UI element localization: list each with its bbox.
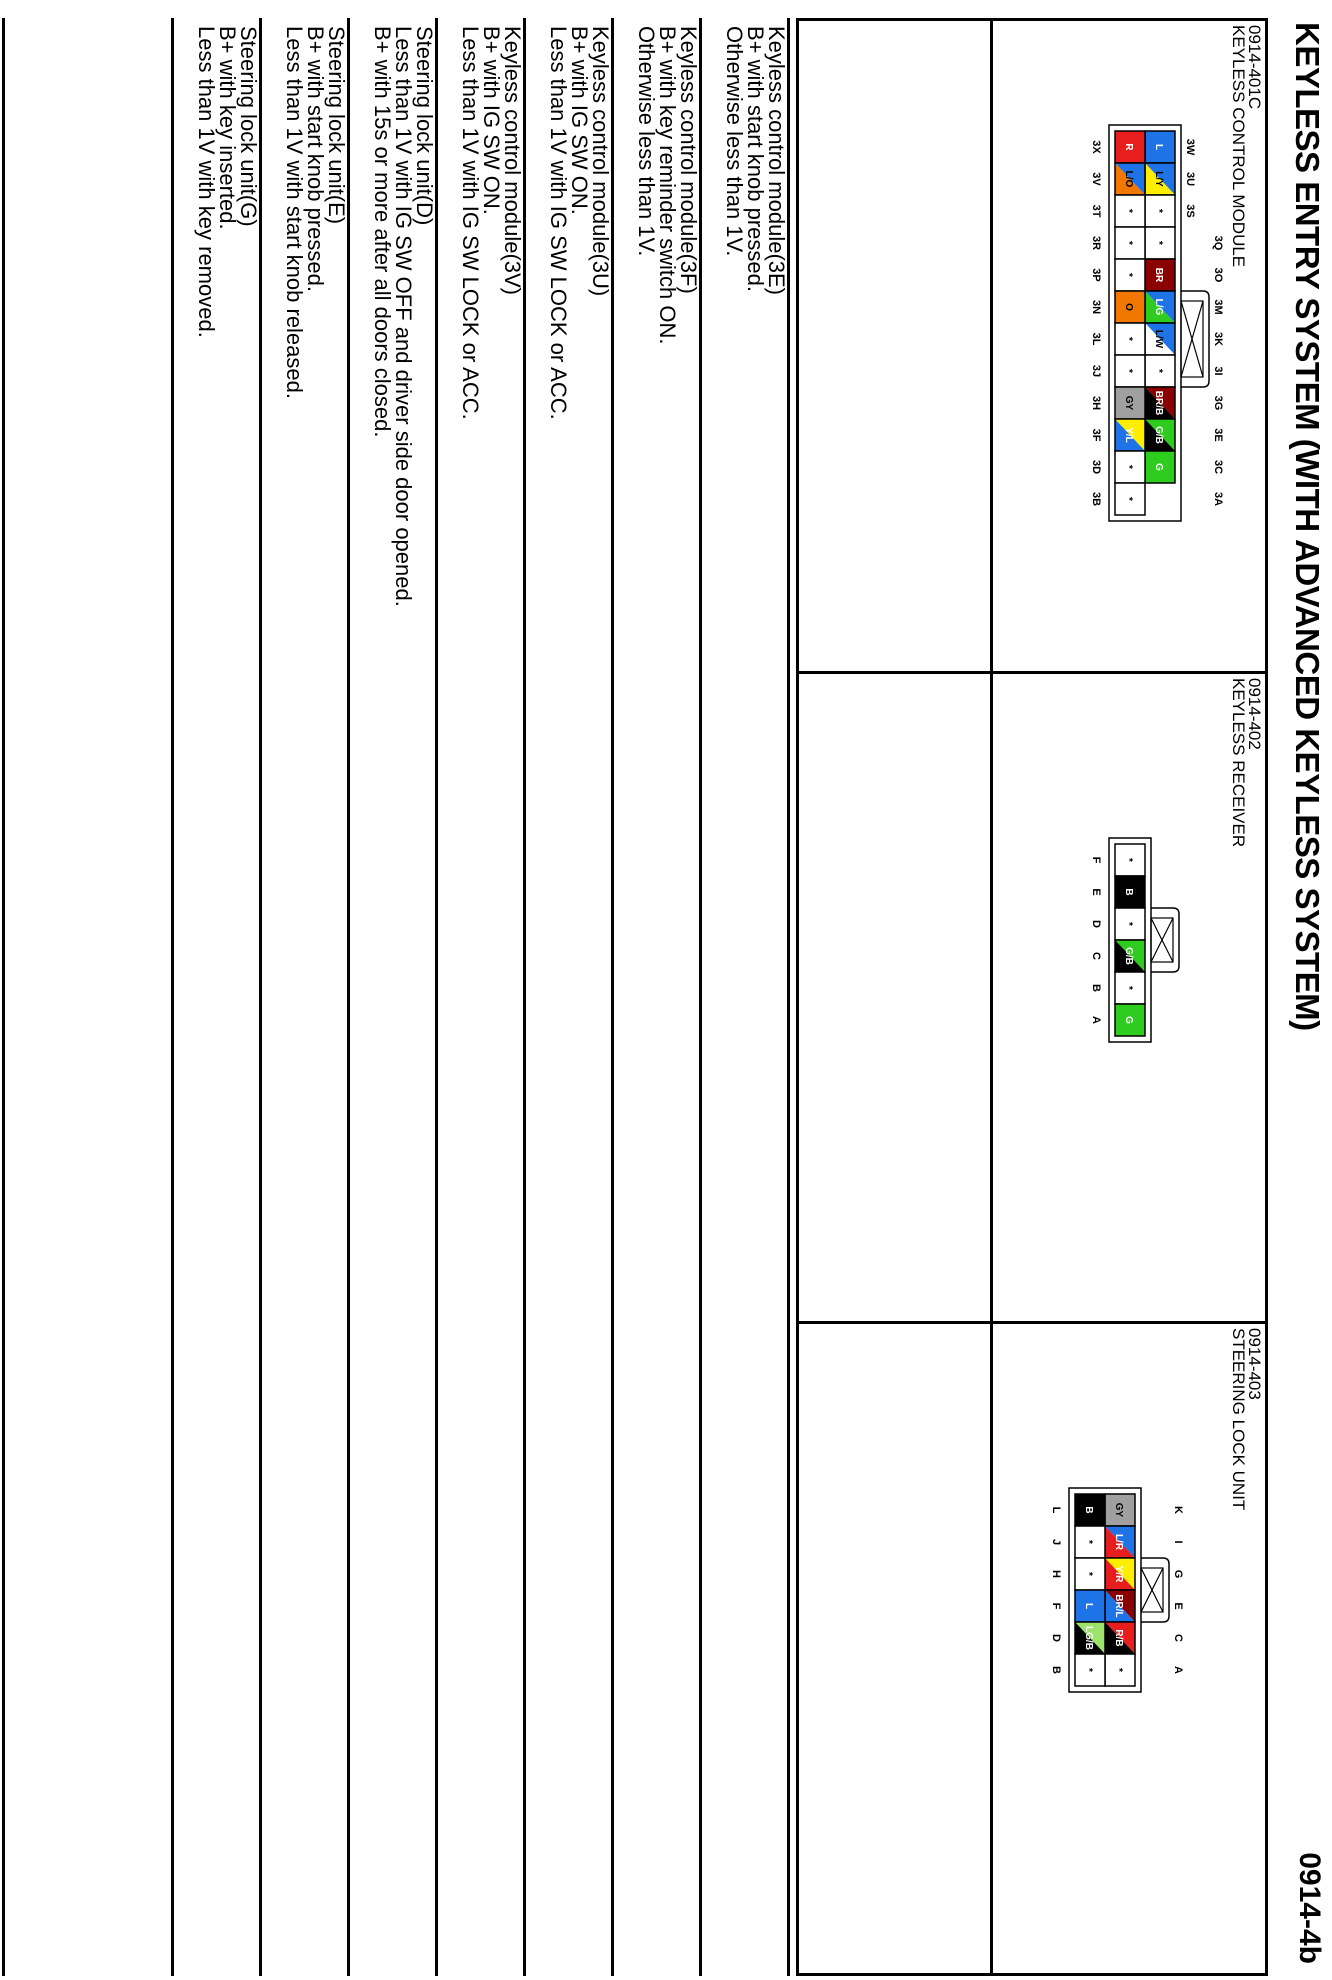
connector-pin: [1115, 323, 1145, 355]
connector-pin: [1115, 483, 1145, 515]
connector-pin: [1105, 1590, 1135, 1622]
note-line: B+ with start knob pressed.: [743, 26, 768, 292]
connector-pin: [1115, 908, 1145, 940]
connector-diagram-steering-lock-unit: [1005, 1474, 1205, 1734]
connector-pin: [1115, 387, 1145, 419]
pin-color-code: *: [1123, 369, 1134, 373]
pin-number-label: K: [1172, 1506, 1184, 1514]
connector-pin: [1145, 195, 1175, 227]
pin-color-code: *: [1113, 1668, 1124, 1672]
connector-pin: [1145, 291, 1175, 323]
note-line: B+ with 15s or more after all doors closed.: [370, 26, 395, 438]
connector-id: 0914-403: [1245, 1328, 1264, 1400]
pin-number-label: A: [1090, 1016, 1102, 1024]
connector-pin: [1115, 355, 1145, 387]
note-line: Less than 1V with key removed.: [194, 26, 219, 338]
pin-number-label: C: [1172, 1634, 1184, 1642]
pin-color-code: *: [1153, 209, 1164, 213]
note-line: B+ with key reminder switch ON.: [655, 26, 680, 345]
pin-color-code: *: [1123, 986, 1134, 990]
connector-pin: [1115, 259, 1145, 291]
connector-pin: [1105, 1654, 1135, 1686]
note-title: Keyless control module(3F): [676, 26, 701, 294]
connector-pin: [1075, 1654, 1105, 1686]
pin-color-code: Y/R: [1113, 1565, 1124, 1583]
connector-diagram-keyless-control-module: [1025, 111, 1235, 581]
connector-cell-keyless-receiver: [799, 671, 1265, 1321]
pin-number-label: F: [1090, 856, 1102, 864]
note-row-empty: [2, 18, 174, 1976]
note-row: [702, 18, 790, 1976]
pin-number-label: 3G: [1212, 395, 1224, 411]
pin-color-code: G/B: [1123, 947, 1134, 965]
connector-pin: [1145, 419, 1175, 451]
connector-pin: [1075, 1590, 1105, 1622]
connector-pin: [1145, 131, 1175, 163]
pin-color-code: B: [1083, 1506, 1094, 1514]
note-title: Keyless control module(3V): [500, 26, 525, 296]
note-line: Otherwise less than 1V.: [722, 26, 747, 257]
pin-number-label: I: [1172, 1540, 1184, 1544]
pin-number-label: E: [1090, 888, 1102, 896]
pin-number-label: 3F: [1090, 428, 1102, 442]
pin-color-code: *: [1083, 1540, 1094, 1544]
pin-color-code: B: [1123, 888, 1134, 896]
connector-id: 0914-402: [1245, 678, 1264, 750]
connector-pin: [1145, 259, 1175, 291]
connector-pin: [1115, 1004, 1145, 1036]
pin-number-label: B: [1090, 984, 1102, 992]
pin-number-label: 3M: [1212, 299, 1224, 315]
pin-color-code: R/B: [1113, 1629, 1124, 1647]
pin-number-label: 3U: [1184, 171, 1196, 187]
pin-color-code: BR/L: [1113, 1594, 1124, 1618]
connector-latch: [1181, 291, 1209, 387]
cell-divider: [990, 21, 993, 671]
note-title: Steering lock unit(E): [324, 26, 349, 225]
pin-color-code: GY: [1123, 395, 1134, 411]
pin-color-code: *: [1123, 922, 1134, 926]
pin-number-label: 3E: [1212, 428, 1224, 442]
pin-number-label: 3S: [1184, 204, 1196, 218]
connector-pin: [1075, 1622, 1105, 1654]
note-line: Less than 1V with start knob released.: [282, 26, 307, 399]
pin-color-code: *: [1083, 1668, 1094, 1672]
connector-table: [796, 18, 1268, 1976]
cell-divider: [990, 674, 993, 1321]
pin-color-code: *: [1123, 241, 1134, 245]
connector-name: KEYLESS CONTROL MODULE: [1229, 25, 1248, 268]
connector-pin: [1105, 1558, 1135, 1590]
connector-pin: [1145, 355, 1175, 387]
pin-number-label: J: [1050, 1538, 1062, 1546]
pin-color-code: *: [1083, 1572, 1094, 1576]
connector-pin: [1115, 195, 1145, 227]
pin-color-code: G: [1123, 1016, 1134, 1024]
connector-pin: [1115, 291, 1145, 323]
note-title: Steering lock unit(D): [412, 26, 437, 226]
notes-table: [2, 18, 790, 1976]
note-row: [174, 18, 262, 1976]
pin-color-code: R: [1123, 143, 1134, 151]
page-title: KEYLESS ENTRY SYSTEM (WITH ADVANCED KEYLESS SYSTEM): [1289, 22, 1326, 1031]
note-row: [262, 18, 350, 1976]
connector-pin: [1145, 227, 1175, 259]
pin-color-code: BR: [1153, 267, 1164, 283]
pin-number-label: 3J: [1090, 364, 1102, 378]
connector-pin: [1115, 163, 1145, 195]
pin-number-label: B: [1050, 1666, 1062, 1674]
note-line: Less than 1V with IG SW LOCK or ACC.: [458, 26, 483, 420]
pin-number-label: 3O: [1212, 267, 1224, 283]
connector-name: KEYLESS RECEIVER: [1229, 678, 1248, 848]
pin-number-label: E: [1172, 1602, 1184, 1610]
pin-color-code: *: [1153, 241, 1164, 245]
connector-pin: [1105, 1526, 1135, 1558]
pin-number-label: H: [1050, 1570, 1062, 1578]
pin-number-label: 3A: [1212, 491, 1224, 507]
pin-color-code: *: [1123, 465, 1134, 469]
connector-pin: [1075, 1494, 1105, 1526]
note-line: B+ with IG SW ON.: [479, 26, 504, 215]
connector-pin: [1115, 972, 1145, 1004]
connector-pin: [1115, 419, 1145, 451]
note-line: Less than 1V with IG SW LOCK or ACC.: [546, 26, 571, 420]
pin-color-code: Y/L: [1123, 427, 1134, 443]
pin-number-label: 3R: [1090, 235, 1102, 251]
pin-number-label: L: [1050, 1506, 1062, 1514]
connector-pin: [1115, 227, 1145, 259]
connector-diagram-keyless-receiver: [1025, 824, 1205, 1064]
note-title: Keyless control module(3U): [588, 26, 613, 297]
pin-number-label: 3P: [1090, 268, 1102, 282]
note-title: Keyless control module(3E): [764, 26, 789, 296]
pin-color-code: G/B: [1153, 426, 1164, 444]
pin-color-code: LG/B: [1083, 1626, 1094, 1650]
pin-number-label: 3V: [1090, 172, 1102, 186]
pin-number-label: D: [1090, 920, 1102, 928]
pin-color-code: L: [1083, 1602, 1094, 1610]
connector-pin: [1105, 1622, 1135, 1654]
note-title: Steering lock unit(G): [236, 26, 261, 227]
connector-pin: [1145, 387, 1175, 419]
connector-pin: [1075, 1558, 1105, 1590]
pin-color-code: BR/B: [1153, 390, 1164, 416]
pin-number-label: A: [1172, 1666, 1184, 1674]
page-code: 0914-4b: [1293, 1852, 1326, 1964]
pin-number-label: 3T: [1090, 204, 1102, 218]
pin-color-code: *: [1153, 369, 1164, 373]
connector-pin: [1145, 163, 1175, 195]
pin-number-label: 3X: [1090, 140, 1102, 154]
pin-color-code: O: [1123, 303, 1134, 311]
pin-color-code: *: [1123, 273, 1134, 277]
note-line: Less than 1V with IG SW OFF and driver side door opened.: [391, 26, 416, 607]
connector-pin: [1075, 1526, 1105, 1558]
note-row: [438, 18, 526, 1976]
pin-color-code: L/Y: [1153, 171, 1164, 187]
pin-number-label: 3I: [1212, 366, 1224, 376]
cell-divider: [990, 1324, 993, 1973]
connector-pin: [1145, 323, 1175, 355]
pin-color-code: L/W: [1153, 329, 1164, 349]
pin-number-label: 3H: [1090, 395, 1102, 411]
pin-number-label: 3D: [1090, 459, 1102, 475]
pin-number-label: 3C: [1212, 459, 1224, 475]
pin-color-code: L: [1153, 143, 1164, 151]
pin-number-label: 3K: [1212, 331, 1224, 347]
note-line: Otherwise less than 1V.: [634, 26, 659, 257]
note-line: B+ with start knob pressed.: [303, 26, 328, 292]
pin-number-label: D: [1050, 1634, 1062, 1642]
pin-number-label: 3W: [1184, 138, 1196, 156]
connector-cell-keyless-control-module: [799, 21, 1265, 671]
pin-number-label: 3L: [1090, 332, 1102, 346]
connector-name: STEERING LOCK UNIT: [1229, 1328, 1248, 1511]
pin-color-code: G: [1153, 463, 1164, 471]
connector-pin: [1115, 844, 1145, 876]
pin-number-label: 3Q: [1212, 235, 1224, 251]
note-row: [526, 18, 614, 1976]
pin-color-code: L/G: [1153, 298, 1164, 316]
pin-number-label: 3N: [1090, 299, 1102, 315]
connector-pin: [1115, 876, 1145, 908]
pin-color-code: GY: [1113, 1502, 1124, 1518]
pin-number-label: G: [1172, 1569, 1184, 1579]
pin-color-code: L/R: [1113, 1533, 1124, 1551]
connector-id: 0914-401C: [1245, 25, 1264, 110]
pin-number-label: F: [1050, 1602, 1062, 1610]
note-row: [350, 18, 438, 1976]
pin-color-code: L/O: [1123, 170, 1134, 188]
pin-color-code: *: [1123, 337, 1134, 341]
pin-color-code: *: [1123, 497, 1134, 501]
pin-color-code: *: [1123, 858, 1134, 862]
connector-pin: [1145, 451, 1175, 483]
pin-number-label: C: [1090, 952, 1102, 960]
note-row: [614, 18, 702, 1976]
connector-cell-steering-lock-unit: [799, 1321, 1265, 1973]
connector-pin: [1115, 451, 1145, 483]
connector-pin: [1115, 940, 1145, 972]
pin-color-code: *: [1123, 209, 1134, 213]
note-line: B+ with key inserted.: [215, 26, 240, 230]
connector-pin: [1105, 1494, 1135, 1526]
connector-pin: [1115, 131, 1145, 163]
pin-number-label: 3B: [1090, 491, 1102, 507]
note-line: B+ with IG SW ON.: [567, 26, 592, 215]
